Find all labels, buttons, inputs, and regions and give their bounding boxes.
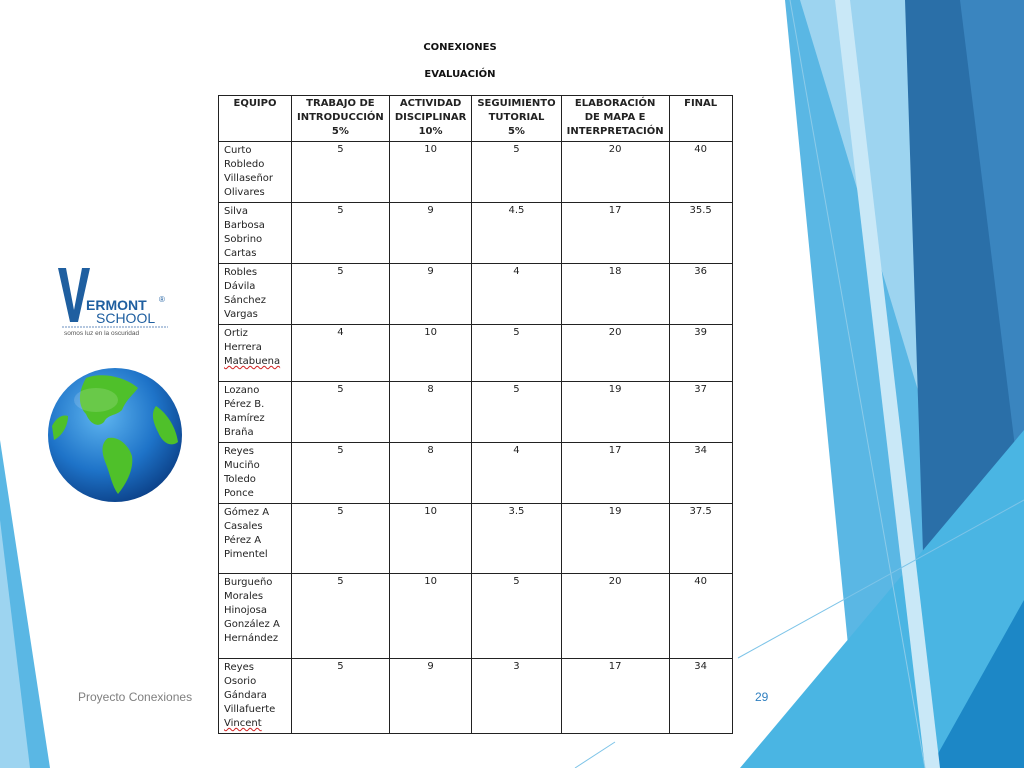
score-disciplinar: 10 bbox=[389, 504, 472, 574]
slide-subtitle: EVALUACIÓN bbox=[424, 69, 496, 80]
score-introduccion: 5 bbox=[292, 264, 390, 325]
score-tutorial: 5 bbox=[472, 574, 561, 659]
logo-name-line2: SCHOOL bbox=[96, 310, 156, 326]
table-row bbox=[219, 142, 733, 203]
score-introduccion: 5 bbox=[292, 659, 390, 734]
team-cell: Robles Dávila Sánchez Vargas bbox=[219, 264, 292, 325]
score-final: 34 bbox=[669, 659, 732, 734]
score-disciplinar: 9 bbox=[389, 264, 472, 325]
team-cell: Burgueño Morales Hinojosa González A Hernández bbox=[219, 574, 292, 659]
table-row bbox=[219, 443, 733, 504]
score-disciplinar: 9 bbox=[389, 659, 472, 734]
score-tutorial: 4 bbox=[472, 443, 561, 504]
score-introduccion: 5 bbox=[292, 443, 390, 504]
score-disciplinar: 8 bbox=[389, 382, 472, 443]
score-introduccion: 5 bbox=[292, 504, 390, 574]
score-mapa: 19 bbox=[561, 382, 669, 443]
table-row bbox=[219, 382, 733, 443]
score-introduccion: 4 bbox=[292, 325, 390, 382]
header-elaboracion-mapa: ELABORACIÓN DE MAPA E INTERPRETACIÓN bbox=[561, 96, 669, 142]
logo-name-line1: ERMONT bbox=[86, 297, 147, 313]
table-row bbox=[219, 574, 733, 659]
evaluation-table bbox=[218, 95, 733, 734]
team-cell: Reyes Muciño Toledo Ponce bbox=[219, 443, 292, 504]
score-disciplinar: 10 bbox=[389, 325, 472, 382]
slide-title: CONEXIONES bbox=[423, 42, 497, 53]
team-cell: Gómez A Casales Pérez A Pimentel bbox=[219, 504, 292, 574]
score-disciplinar: 10 bbox=[389, 142, 472, 203]
table-row bbox=[219, 203, 733, 264]
slide-footer: Proyecto Conexiones bbox=[78, 690, 193, 704]
team-cell: Curto Robledo Villaseñor Olivares bbox=[219, 142, 292, 203]
score-mapa: 20 bbox=[561, 574, 669, 659]
score-final: 40 bbox=[669, 574, 732, 659]
score-introduccion: 5 bbox=[292, 203, 390, 264]
score-final: 35.5 bbox=[669, 203, 732, 264]
score-introduccion: 5 bbox=[292, 142, 390, 203]
score-tutorial: 5 bbox=[472, 382, 561, 443]
score-disciplinar: 8 bbox=[389, 443, 472, 504]
header-equipo: EQUIPO bbox=[219, 96, 292, 142]
score-mapa: 18 bbox=[561, 264, 669, 325]
score-final: 34 bbox=[669, 443, 732, 504]
header-trabajo-introduccion: TRABAJO DE INTRODUCCIÓN 5% bbox=[292, 96, 390, 142]
score-final: 36 bbox=[669, 264, 732, 325]
table-row bbox=[219, 264, 733, 325]
score-disciplinar: 9 bbox=[389, 203, 472, 264]
team-cell: Reyes Osorio Gándara Villafuerte Vincent bbox=[219, 659, 292, 734]
table-header-row bbox=[219, 96, 733, 142]
team-cell: Lozano Pérez B. Ramírez Braña bbox=[219, 382, 292, 443]
score-mapa: 17 bbox=[561, 659, 669, 734]
table-row bbox=[219, 659, 733, 734]
score-tutorial: 5 bbox=[472, 142, 561, 203]
logo-tagline: somos luz en la oscuridad bbox=[64, 330, 140, 337]
score-tutorial: 4 bbox=[472, 264, 561, 325]
header-seguimiento-tutorial: SEGUIMIENTO TUTORIAL 5% bbox=[472, 96, 561, 142]
score-mapa: 20 bbox=[561, 142, 669, 203]
score-final: 37.5 bbox=[669, 504, 732, 574]
globe-icon bbox=[46, 366, 184, 504]
score-mapa: 20 bbox=[561, 325, 669, 382]
header-final: FINAL bbox=[669, 96, 732, 142]
score-tutorial: 5 bbox=[472, 325, 561, 382]
team-cell: Silva Barbosa Sobrino Cartas bbox=[219, 203, 292, 264]
score-introduccion: 5 bbox=[292, 574, 390, 659]
score-mapa: 19 bbox=[561, 504, 669, 574]
score-tutorial: 3.5 bbox=[472, 504, 561, 574]
page-number: 29 bbox=[755, 690, 769, 704]
score-introduccion: 5 bbox=[292, 382, 390, 443]
score-tutorial: 3 bbox=[472, 659, 561, 734]
team-cell: Ortiz Herrera Matabuena bbox=[219, 325, 292, 382]
table-row bbox=[219, 325, 733, 382]
vermont-school-logo bbox=[56, 266, 176, 338]
score-final: 39 bbox=[669, 325, 732, 382]
score-disciplinar: 10 bbox=[389, 574, 472, 659]
score-mapa: 17 bbox=[561, 443, 669, 504]
header-actividad-disciplinar: ACTIVIDAD DISCIPLINAR 10% bbox=[389, 96, 472, 142]
score-tutorial: 4.5 bbox=[472, 203, 561, 264]
logo-registered: ® bbox=[159, 295, 165, 304]
score-final: 37 bbox=[669, 382, 732, 443]
score-mapa: 17 bbox=[561, 203, 669, 264]
score-final: 40 bbox=[669, 142, 732, 203]
table-row bbox=[219, 504, 733, 574]
